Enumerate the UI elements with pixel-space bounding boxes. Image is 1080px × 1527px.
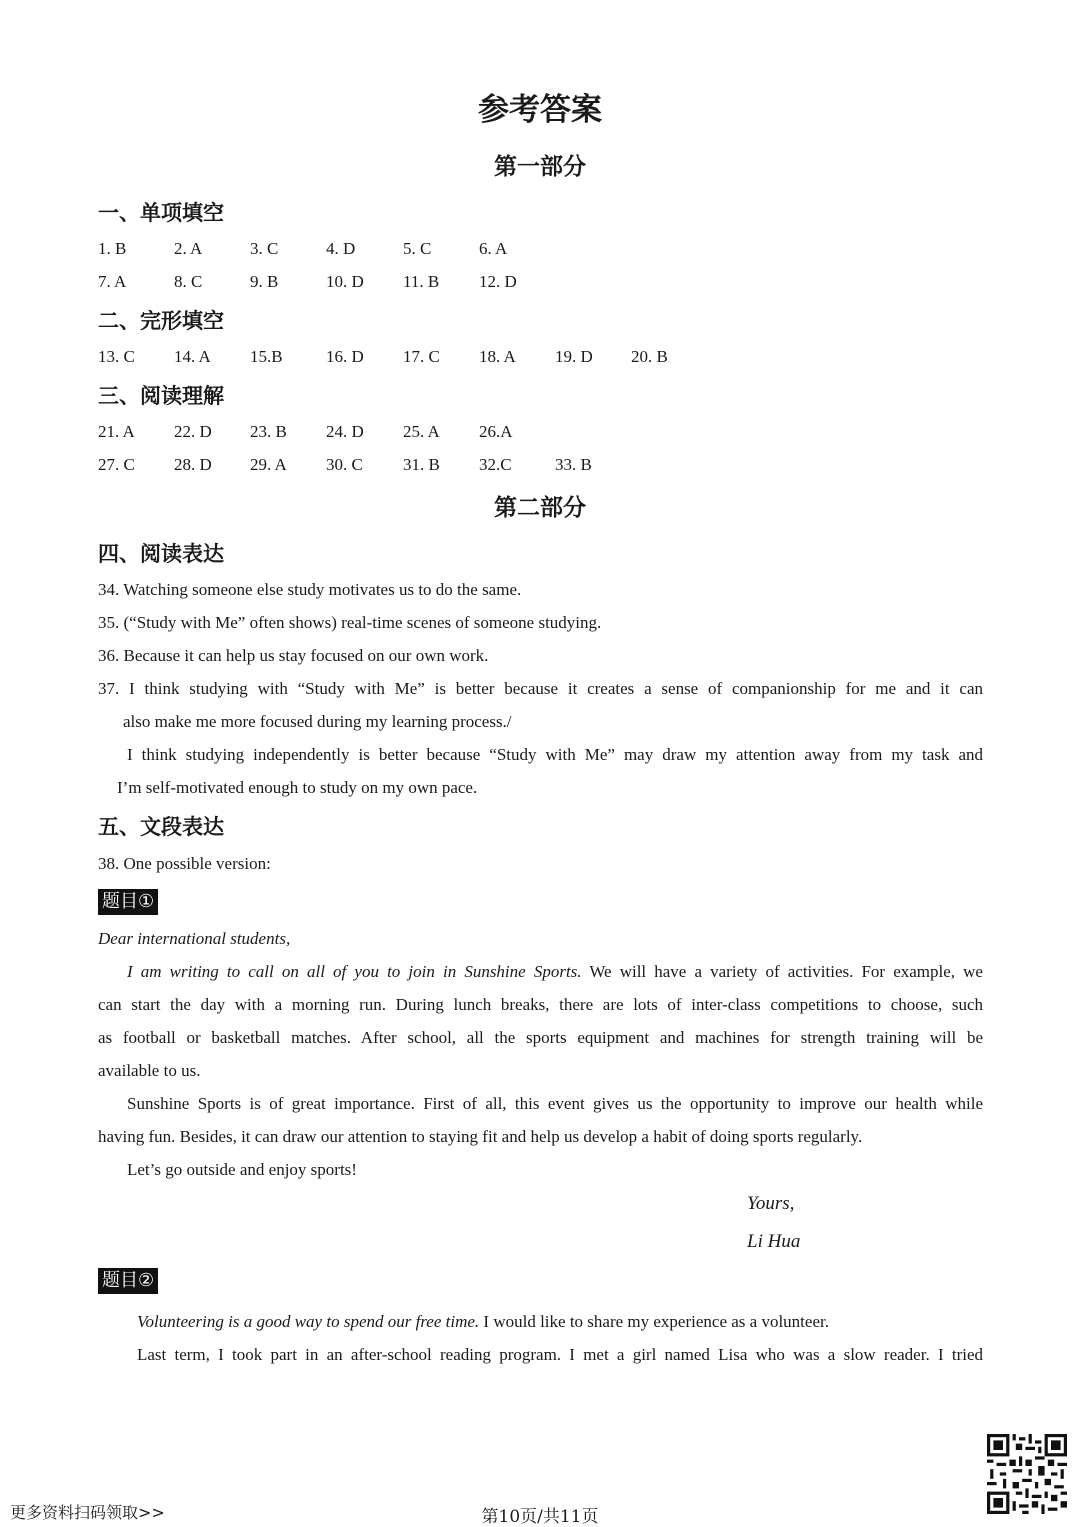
answer-row <box>98 272 798 294</box>
page-number: 第10页/共11页 <box>481 1507 599 1527</box>
answer: 24. D <box>326 422 364 441</box>
essay-opening-sentence: Volunteering is a good way to spend our free time. <box>137 1312 480 1331</box>
letter-p1-rest: We will have a variety of activities. For example, we <box>581 962 983 981</box>
answer-37-line-2: also make me more focused during my learning process./ <box>123 712 512 731</box>
letter-p1-line-1 <box>127 962 983 982</box>
answer-row <box>98 347 798 369</box>
letter-opening-sentence: I am writing to call on all of you to join in Sunshine Sports. <box>127 962 582 981</box>
answer-row <box>98 239 798 261</box>
answer-34: 34. Watching someone else study motivates us to do the same. <box>98 580 522 599</box>
answer: 33. B <box>555 455 592 474</box>
letter-closing: Yours, <box>747 1193 795 1214</box>
answer: 1. B <box>98 239 127 258</box>
page-title: 参考答案 <box>478 92 602 128</box>
answer: 32.C <box>479 455 512 474</box>
answer: 5. C <box>403 239 432 258</box>
answer: 31. B <box>403 455 440 474</box>
answer: 19. D <box>555 347 593 366</box>
answer: 10. D <box>326 272 364 291</box>
answer-35: 35. (“Study with Me” often shows) real-time scenes of someone studying. <box>98 613 602 632</box>
answer: 11. B <box>403 272 440 291</box>
qr-code-icon[interactable] <box>987 1434 1067 1514</box>
answer: 20. B <box>631 347 668 366</box>
section-4-heading: 四、阅读表达 <box>98 542 224 566</box>
answer: 23. B <box>250 422 287 441</box>
answer: 29. A <box>250 455 287 474</box>
answer: 26.A <box>479 422 513 441</box>
answer-36: 36. Because it can help us stay focused on our own work. <box>98 646 489 665</box>
answer-row <box>98 422 798 444</box>
answer-37-line-4: I’m self-motivated enough to study on my own pace. <box>117 778 478 797</box>
letter-p3: Let’s go outside and enjoy sports! <box>127 1160 357 1179</box>
letter-p2-line-2: having fun. Besides, it can draw our attention to staying fit and help us develop a habit of doing sports regularly. <box>98 1127 863 1146</box>
letter-signature: Li Hua <box>747 1231 801 1252</box>
answer-37-line-3: I think studying independently is better because “Study with Me” may draw my attention away from my task and <box>127 745 983 764</box>
letter-p1-line-2: can start the day with a morning run. During lunch breaks, there are lots of inter-class competitions to choose, such <box>98 995 983 1014</box>
answer: 15.B <box>250 347 283 366</box>
answer: 22. D <box>174 422 212 441</box>
section-1-heading: 一、单项填空 <box>98 201 224 225</box>
answer: 13. C <box>98 347 135 366</box>
essay-p2-line-1: Last term, I took part in an after-school reading program. I met a girl named Lisa who was a slow reader. I tried <box>137 1345 983 1364</box>
footer-promo-text: 更多资料扫码领取>> <box>10 1503 165 1522</box>
answer: 9. B <box>250 272 279 291</box>
answer: 17. C <box>403 347 440 366</box>
answer: 25. A <box>403 422 440 441</box>
answer: 27. C <box>98 455 135 474</box>
topic-2-tag: 题目② <box>98 1268 158 1294</box>
letter-greeting: Dear international students, <box>98 929 291 948</box>
answer-38-intro: 38. One possible version: <box>98 854 271 873</box>
part1-heading: 第一部分 <box>494 154 586 180</box>
answer-row <box>98 455 798 477</box>
answer: 4. D <box>326 239 356 258</box>
letter-p1-line-3: as football or basketball matches. After school, all the sports equipment and machines for strength training will be <box>98 1028 983 1047</box>
essay-p1-line-1 <box>137 1312 829 1332</box>
part2-heading: 第二部分 <box>494 495 586 521</box>
answer: 30. C <box>326 455 363 474</box>
answer: 18. A <box>479 347 516 366</box>
answer: 2. A <box>174 239 203 258</box>
section-2-heading: 二、完形填空 <box>98 309 224 333</box>
answer-37-line-1: 37. I think studying with “Study with Me” is better because it creates a sense of companionship for me and it can <box>98 679 983 698</box>
answer: 7. A <box>98 272 127 291</box>
topic-1-tag: 题目① <box>98 889 158 915</box>
answer: 3. C <box>250 239 279 258</box>
section-5-heading: 五、文段表达 <box>98 815 224 839</box>
letter-p2-line-1: Sunshine Sports is of great importance. First of all, this event gives us the opportunity to improve our health while <box>127 1094 983 1113</box>
answer: 14. A <box>174 347 211 366</box>
answer: 21. A <box>98 422 135 441</box>
answer: 8. C <box>174 272 203 291</box>
essay-p1-rest: I would like to share my experience as a volunteer. <box>479 1312 829 1331</box>
answer: 6. A <box>479 239 508 258</box>
answer: 28. D <box>174 455 212 474</box>
section-3-heading: 三、阅读理解 <box>98 384 224 408</box>
answer: 12. D <box>479 272 517 291</box>
letter-p1-line-4: available to us. <box>98 1061 201 1080</box>
answer: 16. D <box>326 347 364 366</box>
